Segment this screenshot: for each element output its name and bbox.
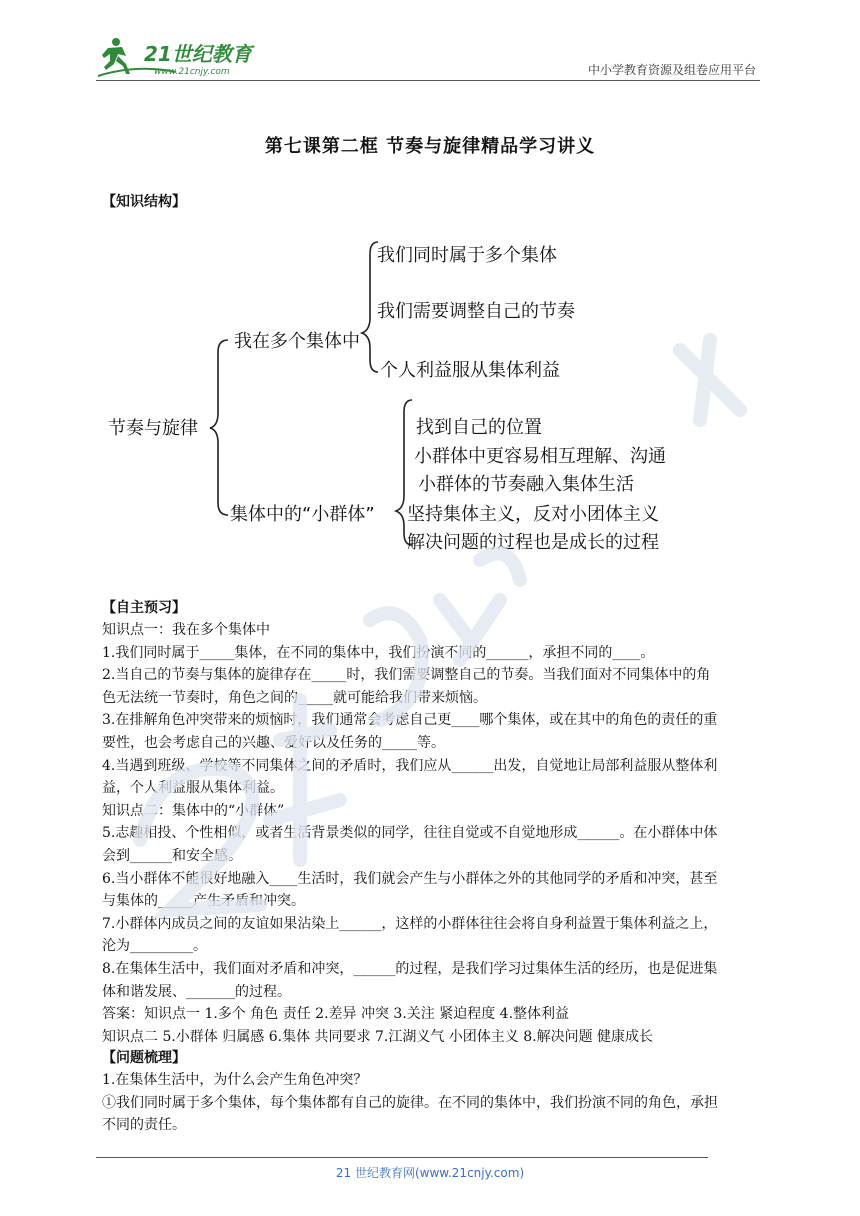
mindmap-branch1-label: 我在多个集体中 [234, 331, 360, 352]
section-structure-label: 【知识结构】 [102, 194, 186, 210]
knowledge-structure-mindmap [96, 228, 796, 568]
mindmap-branch2-item: 解决问题的过程也是成长的过程 [407, 532, 659, 553]
answer-line-2: 知识点二 5.小群体 归属感 6.集体 共同要求 7.江湖义气 小团体主义 8.解决问题 健康成长 [102, 1028, 654, 1045]
kp1-title: 知识点一：我在多个集体中 [102, 622, 270, 638]
question-7-line-1: 7.小群体内成员之间的友谊如果沾染上______，这样的小群体往往会将自身利益置于集体利益之上， [102, 915, 718, 932]
question-2-line-1: 2.当自己的节奏与集体的旋律存在_____时，我们需要调整自己的节奏。当我们面对不同集体中的角 [102, 667, 711, 684]
mindmap-branch2-item: 小群体的节奏融入集体生活 [418, 474, 634, 495]
header-platform-text: 中小学教育资源及组卷应用平台 [587, 63, 756, 77]
question-1: 1.我们同时属于_____集体，在不同的集体中，我们扮演不同的______，承担不同的____。 [102, 644, 655, 661]
question-4-line-2: 益，个人利益服从集体利益。 [102, 780, 284, 797]
issue-answer-1-line-2: 不同的责任。 [102, 1117, 186, 1134]
footer-text: 21 世纪教育网(www.21cnjy.com) [335, 1166, 525, 1180]
section-preview-label: 【自主预习】 [102, 600, 186, 616]
root-brace [210, 340, 228, 515]
question-8-line-2: 体和谐发展、_______的过程。 [102, 983, 291, 1000]
question-8-line-1: 8.在集体生活中，我们面对矛盾和冲突，______的过程，是我们学习过集体生活的经历，也是促进集 [102, 960, 718, 977]
issues-body [102, 1069, 766, 1137]
section-issues-label: 【问题梳理】 [102, 1050, 186, 1066]
mindmap-branch2-item: 坚持集体主义，反对小团体主义 [407, 504, 659, 525]
question-5-line-1: 5.志趣相投、个性相似，或者生活背景类似的同学，往往自觉或不自觉地形成______。在小群体中体 [102, 825, 718, 842]
question-2-line-2: 色无法统一节奏时，角色之间的_____就可能给我们带来烦恼。 [102, 689, 487, 706]
preview-body [102, 619, 766, 1048]
mindmap-branch2-item: 找到自己的位置 [416, 417, 542, 438]
issue-answer-1-line-1: ①我们同时属于多个集体，每个集体都有自己的旋律。在不同的集体中，我们扮演不同的角色，承担 [102, 1094, 718, 1111]
runner-icon [102, 38, 130, 74]
question-6-line-1: 6.当小群体不能很好地融入____生活时，我们就会产生与小群体之外的其他同学的矛盾和冲突，甚至 [102, 870, 718, 887]
footer-divider [96, 1157, 708, 1158]
question-4-line-1: 4.当遇到班级、学校等不同集体之间的矛盾时，我们应从______出发，自觉地让局部利益服从整体利 [102, 757, 718, 774]
mindmap-branch1-item: 我们同时属于多个集体 [377, 245, 557, 266]
mindmap-root: 节奏与旋律 [108, 418, 198, 439]
mindmap-branch1-item: 我们需要调整自己的节奏 [377, 301, 575, 322]
header-divider [96, 80, 760, 81]
branch1-brace [362, 242, 378, 372]
answer-line-1: 答案：知识点一 1.多个 角色 责任 2.差异 冲突 3.关注 紧迫程度 4.整体利益 [102, 1006, 570, 1023]
question-3-line-2: 要性，也会考虑自己的兴趣、爱好以及任务的_____等。 [102, 734, 445, 751]
logo-text: 21世纪教育 [144, 42, 252, 66]
page-title: 第七课第二框 节奏与旋律精品学习讲义 [264, 136, 596, 157]
mindmap-branch2-label: 集体中的“小群体” [230, 504, 375, 525]
kp2-title: 知识点二：集体中的“小群体” [102, 802, 285, 819]
question-5-line-2: 会到______和安全感。 [102, 847, 242, 864]
mindmap-branch1-item: 个人利益服从集体利益 [380, 360, 560, 381]
site-logo [96, 34, 266, 80]
question-6-line-2: 与集体的_____产生矛盾和冲突。 [102, 893, 305, 910]
question-7-line-2: 沦为_________。 [102, 938, 207, 955]
issue-question-1: 1.在集体生活中，为什么会产生角色冲突？ [102, 1072, 368, 1088]
mindmap-branch2-item: 小群体中更容易相互理解、沟通 [414, 446, 666, 467]
question-3-line-1: 3.在排解角色冲突带来的烦恼时，我们通常会考虑自己更____哪个集体，或在其中的角色的责任的重 [102, 712, 718, 729]
logo-url: www.21cnjy.com [154, 67, 230, 77]
